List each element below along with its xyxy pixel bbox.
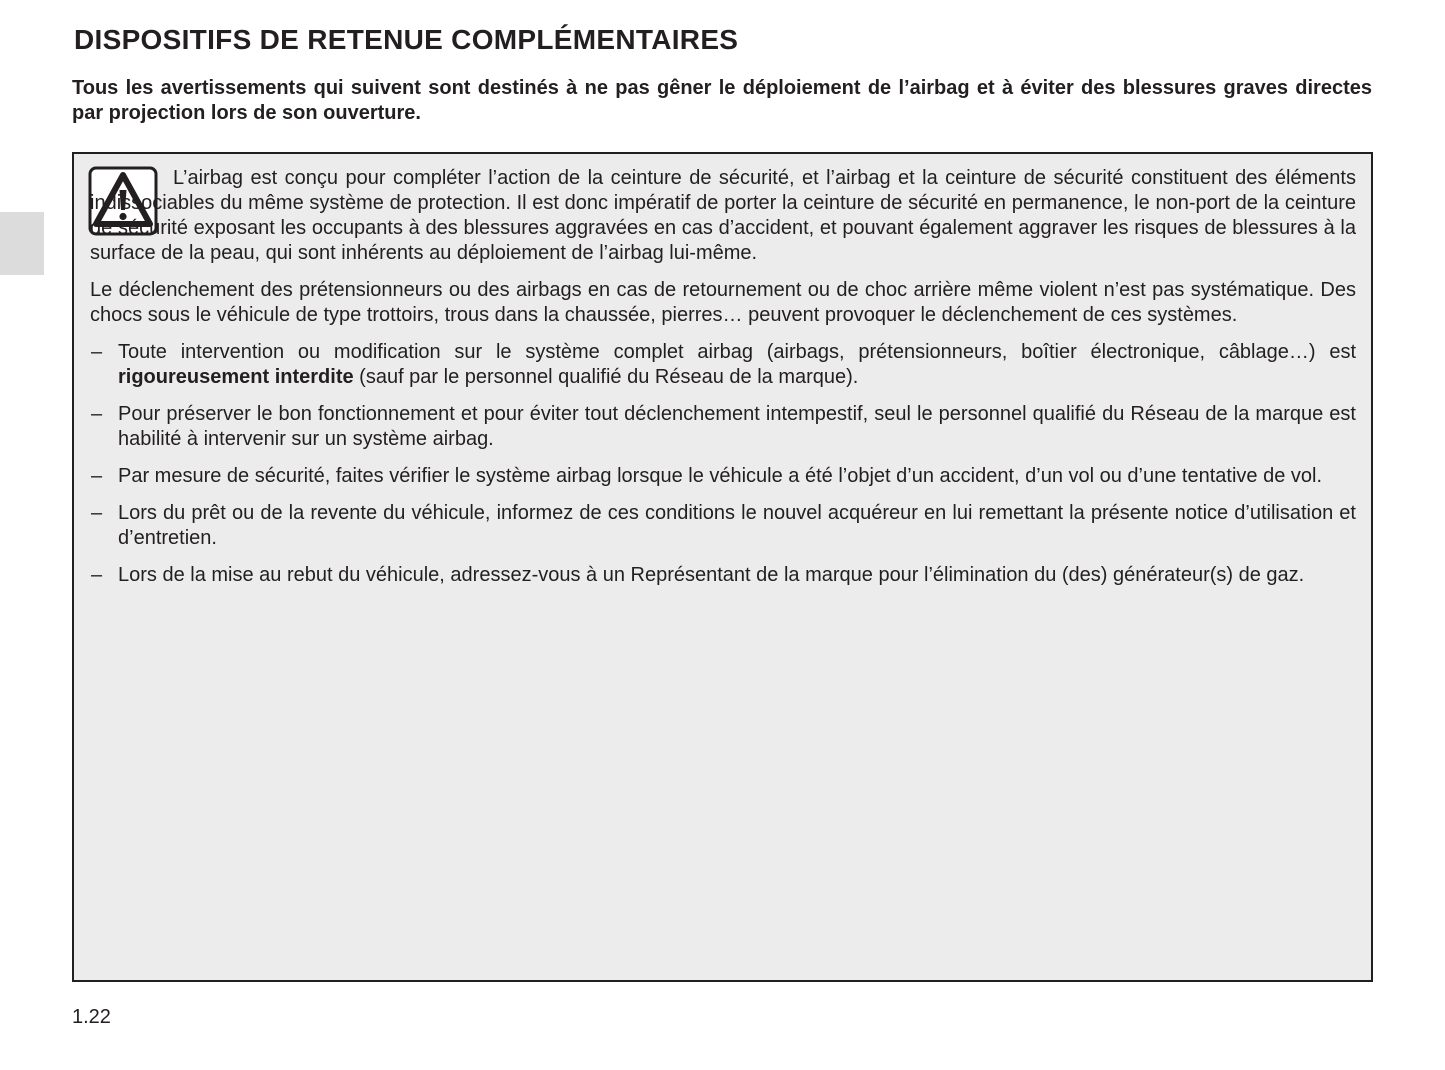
- list-dash: –: [91, 341, 103, 363]
- list-item: [90, 340, 1356, 390]
- list-item: [90, 464, 1356, 489]
- warning-paragraph-1: L’airbag est conçu pour compléter l’action de la ceinture de sécurité, et l’airbag et la ceinture de sécurité constituent des éléments indissociables du même système de protection. Il est donc impératif de porter la ceinture de sécurité en permanence, le non-port de la ceinture de sécurité exposant les occupants à des blessures aggravées en cas d’accident, et pouvant également aggraver les risques de blessures à la surface de la peau, qui sont inhérents au déploiement de l’airbag lui-même.: [90, 167, 1356, 264]
- intro-text: Tous les avertissements qui suivent sont destinés à ne pas gêner le déploiement de l’airbag et à éviter des blessures graves directes par projection lors de son ouverture.: [72, 77, 1372, 124]
- warning-content: [90, 166, 1356, 600]
- list-item: [90, 563, 1356, 588]
- warning-box: [72, 152, 1373, 982]
- list-dash: –: [91, 403, 103, 425]
- list-dash: –: [91, 465, 103, 487]
- list-dash: –: [91, 502, 103, 524]
- list-item-text: Par mesure de sécurité, faites vérifier le système airbag lorsque le véhicule a été l’objet d’un accident, d’un vol ou d’une tentative de vol.: [118, 465, 1323, 487]
- list-item-text-start: Toute intervention ou modification sur le système complet airbag (airbags, prétensionneurs, boîtier électronique, câblage…) est: [118, 341, 1356, 363]
- chapter-tab: [0, 212, 44, 275]
- list-item: [90, 402, 1356, 452]
- list-item-emphasis: rigoureusement interdite: [118, 366, 354, 388]
- list-item-text: Pour préserver le bon fonctionnement et pour éviter tout déclenchement intempestif, seul le personnel qualifié du Réseau de la marque est habilité à intervenir sur un système airbag.: [118, 403, 1356, 450]
- page-title: DISPOSITIFS DE RETENUE COMPLÉMENTAIRES: [74, 24, 739, 55]
- list-item-text-end: (sauf par le personnel qualifié du Réseau de la marque).: [353, 366, 859, 388]
- page-number: 1.22: [72, 1006, 111, 1028]
- warning-list: [90, 340, 1356, 588]
- list-item: [90, 501, 1356, 551]
- list-item-text: Lors du prêt ou de la revente du véhicule, informez de ces conditions le nouvel acquéreur en lui remettant la présente notice d’utilisation et d’entretien.: [118, 502, 1356, 549]
- list-item-text: Lors de la mise au rebut du véhicule, adressez-vous à un Représentant de la marque pour l’élimination du (des) générateur(s) de gaz.: [118, 564, 1305, 586]
- warning-paragraph-2: Le déclenchement des prétensionneurs ou des airbags en cas de retournement ou de choc arrière même violent n’est pas systématique. Des chocs sous le véhicule de type trottoirs, trous dans la chaussée, pierres… peuvent provoquer le déclenchement de ces systèmes.: [90, 279, 1356, 326]
- list-dash: –: [91, 564, 103, 586]
